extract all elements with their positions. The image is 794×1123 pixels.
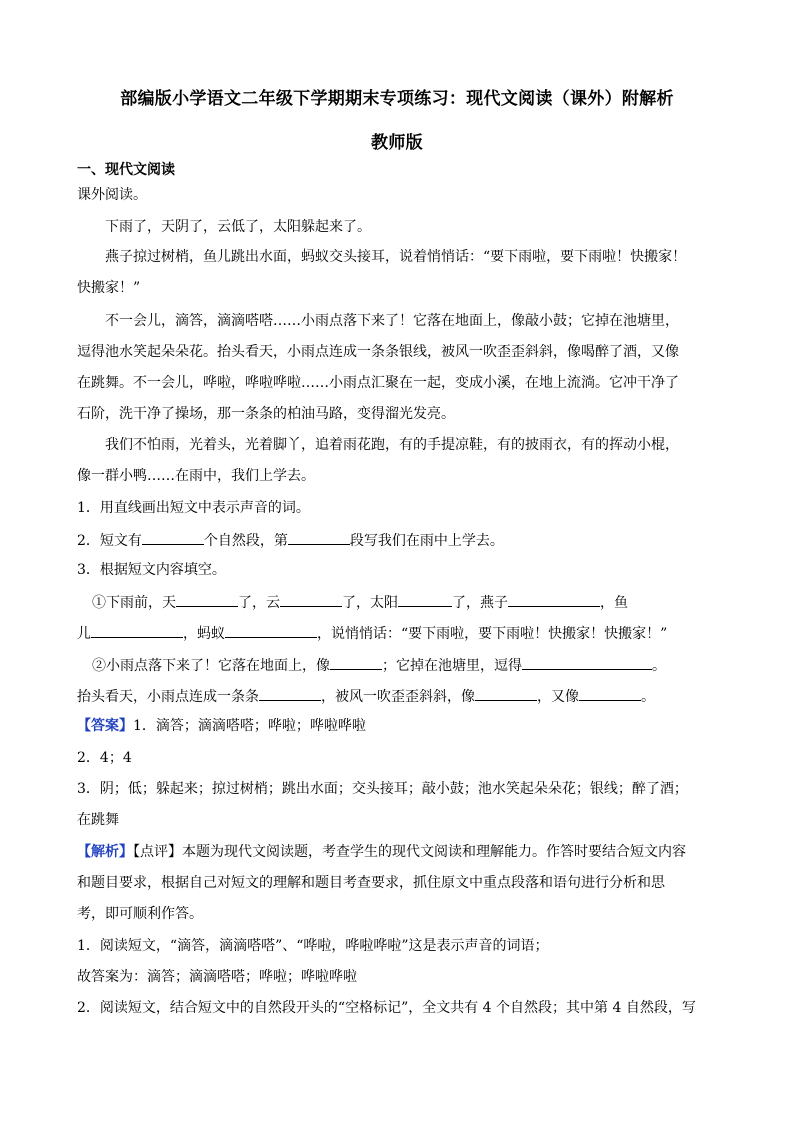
passage-paragraph-1: 下雨了，天阴了，云低了，太阳躲起来了。 [105, 219, 371, 235]
q3-text: 。 [641, 689, 655, 705]
q3-text: 了，太阳 [342, 595, 398, 611]
question-3-part-1 [92, 591, 742, 613]
passage-paragraph-3-line-3: 在跳舞。不一会儿，哗啦，哗啦哗啦……小雨点汇聚在一起，变成小溪，在地上流淌。它冲干净了 [77, 375, 679, 391]
q3-text: ，说悄悄话：“要下雨啦，要下雨啦！快搬家！快搬家！” [317, 626, 668, 642]
answer-blank[interactable] [579, 685, 641, 701]
section-heading: 一、现代文阅读 [77, 162, 175, 178]
answer-blank[interactable] [280, 591, 342, 607]
answer-blank[interactable] [288, 529, 350, 545]
intro-text: 课外阅读。 [77, 187, 147, 203]
answer-line-1 [77, 716, 727, 736]
analysis-line-1 [77, 842, 727, 862]
q3-text: ，鱼 [600, 595, 628, 611]
q3-text: ，被风一吹歪歪斜斜，像 [321, 689, 475, 705]
answer-blank[interactable] [142, 529, 204, 545]
passage-paragraph-4-cont: 像一群小鸭……在雨中，我们上学去。 [77, 468, 315, 484]
answer-2: 2．4；4 [77, 750, 132, 766]
question-3-part-1-cont [77, 622, 727, 644]
analysis-line-4: 1．阅读短文，“滴答，滴滴嗒嗒”、“哗啦，哗啦哗啦”这是表示声音的词语； [77, 938, 549, 954]
analysis-line-2: 和题目要求，根据自己对短文的理解和题目考查要求，抓住原文中重点段落和语句进行分析和思 [77, 875, 665, 891]
answer-blank[interactable] [259, 685, 321, 701]
answer-blank[interactable] [398, 591, 452, 607]
passage-paragraph-3-line-4: 石阶，洗干净了操场，那一条条的柏油马路，变得溜光发亮。 [77, 406, 455, 422]
passage-paragraph-2: 燕子掠过树梢，鱼儿跳出水面，蚂蚁交头接耳，说着悄悄话：“要下雨啦，要下雨啦！快搬家！ [105, 249, 687, 265]
answer-tag: 【答案】 [77, 718, 133, 734]
analysis-line-3: 考，即可顺利作答。 [77, 906, 203, 922]
answer-blank[interactable] [176, 591, 238, 607]
q3-text: 。 [652, 658, 666, 674]
q3-text: ①下雨前，天 [92, 595, 176, 611]
question-3-part-2 [92, 654, 742, 676]
question-2-text-c: 段写我们在雨中上学去。 [349, 533, 504, 549]
q3-text: 了，云 [238, 595, 280, 611]
question-2-text-b: 个自然段，第 [203, 533, 288, 549]
analysis-tag: 【解析】 [77, 844, 133, 860]
answer-blank[interactable] [91, 622, 183, 638]
answer-3: 3．阴；低；躲起来；掠过树梢；跳出水面；交头接耳；敲小鼓；池水笑起朵朵花；银线；醉了酒； [77, 781, 688, 797]
q3-text: 儿 [77, 626, 91, 642]
q3-text: ②小雨点落下来了！它落在地面上，像 [92, 658, 330, 674]
analysis-line-5: 故答案为：滴答；滴滴嗒嗒；哗啦；哗啦哗啦 [77, 969, 357, 985]
answer-1: 1．滴答；滴滴嗒嗒；哗啦；哗啦哗啦 [133, 718, 366, 734]
q3-text: ，又像 [537, 689, 579, 705]
question-3-part-2-cont [77, 685, 727, 707]
passage-paragraph-4: 我们不怕雨，光着头，光着脚丫，追着雨花跑，有的手提凉鞋，有的披雨衣，有的挥动小棍， [105, 437, 679, 453]
q3-text: ，蚂蚁 [183, 626, 225, 642]
passage-paragraph-2-cont: 快搬家！” [77, 280, 141, 296]
document-subtitle: 教师版 [371, 133, 423, 153]
answer-blank[interactable] [330, 654, 382, 670]
answer-blank[interactable] [508, 591, 600, 607]
question-3: 3．根据短文内容填空。 [77, 562, 226, 578]
passage-paragraph-3: 不一会儿，滴答，滴滴嗒嗒……小雨点落下来了！它落在地面上，像敲小鼓；它掉在池塘里， [105, 313, 679, 329]
passage-paragraph-3-line-2: 逗得池水笑起朵朵花。抬头看天，小雨点连成一条条银线，被风一吹歪歪斜斜，像喝醉了酒，又像 [77, 344, 679, 360]
document-title: 部编版小学语文二年级下学期期末专项练习：现代文阅读（课外）附解析 [120, 89, 674, 109]
question-2-text-a: 2．短文有 [77, 533, 142, 549]
answer-3-cont: 在跳舞 [77, 812, 119, 828]
question-2 [77, 529, 727, 551]
answer-blank[interactable] [475, 685, 537, 701]
q3-text: 了，燕子 [452, 595, 508, 611]
q3-text: ；它掉在池塘里，逗得 [382, 658, 522, 674]
analysis-text: 【点评】本题为现代文阅读题，考查学生的现代文阅读和理解能力。作答时要结合短文内容 [133, 844, 686, 860]
analysis-line-6: 2．阅读短文，结合短文中的自然段开头的“空格标记”，全文共有 4 个自然段；其中第 4 自然段，写 [77, 1000, 696, 1016]
q3-text: 抬头看天，小雨点连成一条条 [77, 689, 259, 705]
question-1: 1．用直线画出短文中表示声音的词。 [77, 500, 310, 516]
answer-blank[interactable] [522, 654, 652, 670]
answer-blank[interactable] [225, 622, 317, 638]
